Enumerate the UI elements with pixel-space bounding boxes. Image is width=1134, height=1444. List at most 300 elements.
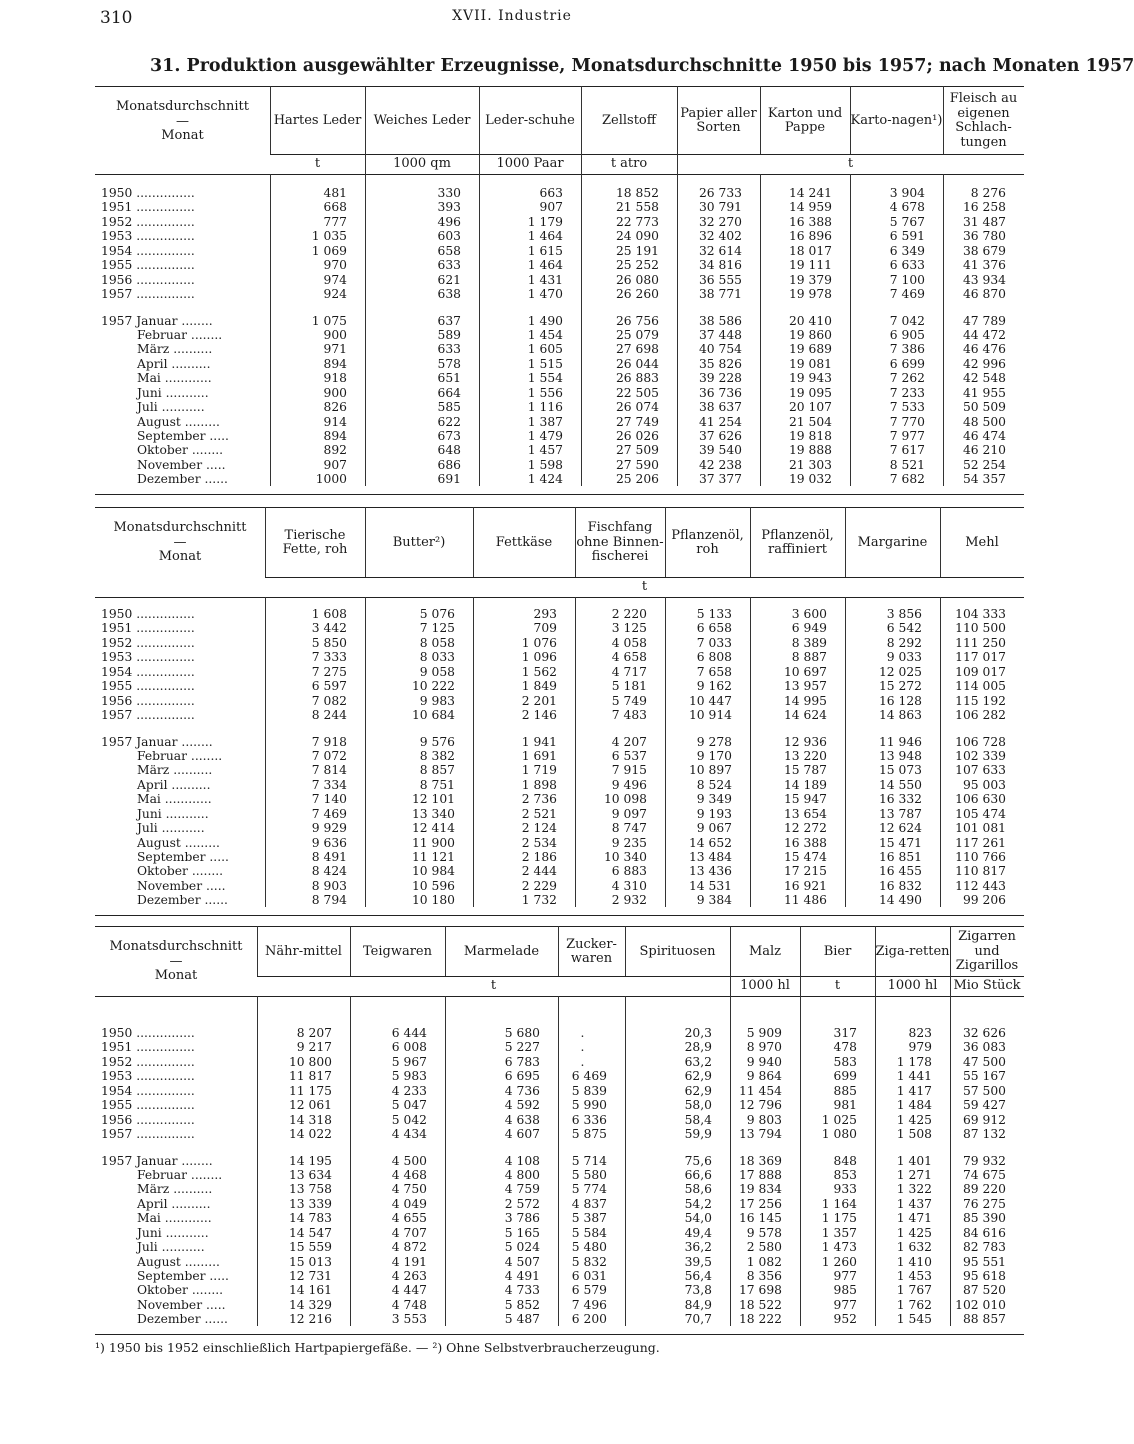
table-cell: 112 443	[955, 878, 1006, 893]
column-divider	[950, 926, 951, 976]
table-row	[95, 636, 1024, 650]
table-cell: 79 932	[962, 1153, 1006, 1168]
column-divider	[479, 86, 480, 154]
table-cell: 115 192	[955, 693, 1006, 708]
table-cell: 16 388	[788, 214, 832, 229]
table-cell: 18 017	[788, 243, 832, 258]
table-cell: 16 921	[783, 878, 827, 893]
table-cell: 38 637	[698, 400, 742, 415]
table-cell: 27 698	[615, 342, 659, 357]
table-cell: 1 484	[896, 1098, 932, 1113]
row-label: 1957 ...............	[101, 287, 195, 302]
table-cell: 7 915	[611, 763, 647, 778]
table-cell: 1 849	[521, 679, 557, 694]
table-cell: 87 520	[962, 1283, 1006, 1298]
row-label: Juli ...........	[137, 1240, 205, 1255]
table-cell: 12 796	[738, 1098, 782, 1113]
table-cell: 1 260	[821, 1254, 857, 1269]
row-label: Juni ...........	[137, 385, 209, 400]
table-cell: 82 783	[962, 1240, 1006, 1255]
table-cell: 19 095	[788, 385, 832, 400]
stub-header-line: —	[176, 113, 189, 129]
table-cell: 5 133	[696, 607, 732, 621]
table-cell: 14 652	[688, 835, 732, 850]
unit-label: Mio Stück	[953, 978, 1021, 993]
table-cell: 32 626	[962, 1026, 1006, 1040]
stub-header-line: —	[173, 534, 187, 550]
table-cell: 9 033	[886, 650, 922, 665]
table-cell: 31 487	[962, 214, 1006, 229]
table-cell: 6 008	[391, 1040, 427, 1055]
footnote: ¹) 1950 bis 1952 einschließlich Hartpapiergefäße. — ²) Ohne Selbstverbraucherzeugung.	[95, 1340, 660, 1355]
stub-header-line: Monatsdurchschnitt	[113, 520, 247, 535]
table-cell: 19 860	[788, 327, 832, 342]
table-cell: 110 766	[955, 850, 1006, 864]
table-cell: 9 097	[611, 806, 647, 821]
table-cell: 5 181	[611, 679, 647, 694]
table-cell: 21 558	[615, 200, 659, 215]
row-label: 1957 Januar ........	[101, 1153, 213, 1168]
column-divider	[365, 86, 366, 154]
row-label: 1953 ...............	[101, 1069, 195, 1084]
table-cell: 106 728	[955, 734, 1006, 749]
table-cell: 1 164	[821, 1196, 857, 1211]
table-row	[95, 186, 1024, 200]
table-bottom-rule	[95, 915, 1024, 916]
table-cell: 8 389	[791, 635, 827, 650]
table-cell: 38 586	[698, 313, 742, 328]
table-cell: 13 339	[288, 1196, 332, 1211]
table-cell: 8 207	[296, 1026, 332, 1040]
table-block-3	[95, 926, 1024, 1336]
table-cell: 638	[437, 287, 461, 302]
unit-divider	[677, 154, 678, 174]
row-label: 1957 Januar ........	[101, 313, 213, 328]
table-cell: 4 837	[571, 1196, 607, 1211]
table-row	[95, 328, 1024, 342]
table-cell: 57 500	[962, 1083, 1006, 1098]
table-row	[95, 472, 1024, 486]
table-cell: 900	[323, 385, 347, 400]
table-cell: 4 447	[391, 1283, 427, 1298]
table-cell: 9 578	[746, 1225, 782, 1240]
table-cell: 8 424	[311, 864, 347, 879]
table-cell: 15 559	[288, 1240, 332, 1255]
table-row	[95, 1211, 1024, 1225]
table-cell: 6 349	[889, 243, 925, 258]
table-cell: 4 049	[391, 1196, 427, 1211]
column-header: Bier	[823, 943, 852, 959]
table-cell: 19 978	[788, 287, 832, 302]
table-cell: 7 275	[311, 664, 347, 679]
table-cell: 13 794	[738, 1127, 782, 1142]
table-cell: 7 918	[311, 734, 347, 749]
table-cell: 8 524	[696, 777, 732, 792]
table-cell: 16 128	[878, 693, 922, 708]
column-divider	[750, 507, 751, 577]
table-cell: 26 026	[615, 429, 659, 443]
table-cell: 1 762	[896, 1297, 932, 1312]
table-cell: 19 081	[788, 356, 832, 371]
stub-header-line: Monatsdurchschnitt	[115, 99, 250, 114]
column-divider	[575, 507, 576, 577]
table-cell: 977	[833, 1269, 857, 1283]
table-row	[95, 679, 1024, 693]
table-cell: 4 592	[504, 1098, 540, 1113]
table-cell: 4 748	[391, 1297, 427, 1312]
table-cell: 2 932	[611, 893, 647, 908]
table-cell: 21 303	[788, 457, 832, 472]
table-cell: 52 254	[962, 457, 1006, 472]
table-cell: 44 472	[962, 327, 1006, 342]
table-cell: 1 096	[521, 650, 557, 665]
table-cell: 13 340	[411, 806, 455, 821]
row-label: Oktober ........	[137, 1283, 224, 1298]
table-row	[95, 458, 1024, 472]
table-cell: 42 238	[698, 457, 742, 472]
column-header: Zigarren und Zigarillos	[955, 929, 1019, 974]
table-cell: 104 333	[955, 607, 1006, 621]
table-cell: 6 883	[611, 864, 647, 879]
table-cell: 26 733	[698, 186, 742, 200]
table-cell: 9 983	[419, 693, 455, 708]
table-cell: 1 075	[311, 313, 347, 328]
table-cell: 4 800	[504, 1167, 540, 1182]
table-row	[95, 749, 1024, 763]
table-cell: 58,6	[684, 1182, 712, 1197]
table-cell: 54,0	[684, 1211, 712, 1226]
table-cell: 39 228	[698, 371, 742, 386]
table-cell: 2 229	[521, 878, 557, 893]
row-label: 1957 Januar ........	[101, 734, 213, 749]
table-cell: 1 471	[896, 1211, 932, 1226]
table-cell: 699	[833, 1069, 857, 1084]
table-cell: 18 852	[615, 186, 659, 200]
table-cell: 826	[323, 400, 347, 415]
table-cell: 63,2	[684, 1054, 712, 1069]
table-cell: 1 453	[896, 1269, 932, 1283]
table-cell: 11 121	[411, 850, 455, 864]
table-cell: 2 580	[746, 1240, 782, 1255]
table-cell: 16 455	[878, 864, 922, 879]
table-cell: 5 832	[571, 1254, 607, 1269]
table-cell: 1 401	[896, 1153, 932, 1168]
table-cell: 658	[437, 243, 461, 258]
table-cell: 8 521	[889, 457, 925, 472]
table-cell: 3 600	[791, 607, 827, 621]
table-cell: 8 491	[311, 850, 347, 864]
table-cell: 30 791	[698, 200, 742, 215]
table-cell: 32 614	[698, 243, 742, 258]
table-cell: 20 107	[788, 400, 832, 415]
table-cell: 668	[323, 200, 347, 215]
data-rows	[95, 1026, 1024, 1327]
table-row	[95, 607, 1024, 621]
column-divider	[845, 507, 846, 577]
table-cell: 2 572	[504, 1196, 540, 1211]
table-cell: 4 207	[611, 734, 647, 749]
row-label: Dezember ......	[137, 893, 228, 908]
row-label: März ..........	[137, 763, 213, 778]
column-header: Fischfang ohne Binnen-fischerei	[576, 520, 664, 565]
table-cell: 1 719	[521, 763, 557, 778]
table-cell: 1 490	[527, 313, 563, 328]
table-row	[95, 821, 1024, 835]
table-cell: 8 033	[419, 650, 455, 665]
table-row	[95, 400, 1024, 414]
table-cell: 589	[437, 327, 461, 342]
table-cell: 21 504	[788, 414, 832, 429]
table-cell: 19 834	[738, 1182, 782, 1197]
table-cell: 5 839	[571, 1083, 607, 1098]
table-cell: 10 340	[603, 850, 647, 864]
table-cell: 5 387	[571, 1211, 607, 1226]
row-label: März ..........	[137, 1182, 213, 1197]
table-cell: 16 258	[962, 200, 1006, 215]
running-head: XVII. Industrie	[452, 8, 572, 24]
table-cell: 1 556	[527, 385, 563, 400]
table-cell: 34 816	[698, 258, 742, 273]
table-cell: 9 349	[696, 792, 732, 807]
table-cell: 4 733	[504, 1283, 540, 1298]
table-cell: 6 658	[696, 621, 732, 636]
table-cell: .	[580, 1026, 585, 1040]
table-cell: 16 851	[878, 850, 922, 864]
table-cell: 2 201	[521, 693, 557, 708]
table-cell: 25 206	[615, 472, 659, 487]
table-row	[95, 1168, 1024, 1182]
table-cell: 1 179	[527, 214, 563, 229]
row-label: Oktober ........	[137, 443, 224, 458]
column-header: Nähr-mittel	[265, 943, 342, 959]
unit-label: t	[641, 579, 648, 594]
table-cell: 4 707	[391, 1225, 427, 1240]
table-row	[95, 443, 1024, 457]
table-cell: 1 562	[521, 664, 557, 679]
table-cell: 1 417	[896, 1083, 932, 1098]
table-cell: 4 491	[504, 1269, 540, 1283]
table-cell: 10 222	[411, 679, 455, 694]
table-cell: 330	[437, 186, 461, 200]
table-cell: 6 031	[571, 1269, 607, 1283]
table-cell: 1 457	[527, 443, 563, 458]
table-cell: 10 800	[288, 1054, 332, 1069]
table-cell: 5 990	[571, 1098, 607, 1113]
table-cell: 9 217	[296, 1040, 332, 1055]
table-cell: 27 509	[615, 443, 659, 458]
table-cell: 105 474	[955, 806, 1006, 821]
table-cell: 9 067	[696, 821, 732, 836]
table-cell: 5 967	[391, 1054, 427, 1069]
row-label: 1952 ...............	[101, 214, 195, 229]
table-cell: 1 410	[896, 1254, 932, 1269]
table-row	[95, 778, 1024, 792]
row-label: 1956 ...............	[101, 693, 195, 708]
row-label: September .....	[137, 1269, 229, 1283]
row-label: April ..........	[137, 1196, 211, 1211]
table-cell: 5 767	[889, 214, 925, 229]
table-cell: 1 464	[527, 229, 563, 244]
row-label: August .........	[137, 835, 220, 850]
row-label: 1956 ...............	[101, 272, 195, 287]
table-cell: 9 278	[696, 734, 732, 749]
table-cell: 15 787	[783, 763, 827, 778]
table-cell: 4 872	[391, 1240, 427, 1255]
table-cell: 7 617	[889, 443, 925, 458]
table-cell: 17 698	[738, 1283, 782, 1298]
table-cell: 107 633	[955, 763, 1006, 778]
table-cell: 58,4	[684, 1112, 712, 1127]
column-divider	[265, 507, 266, 577]
table-cell: 1 387	[527, 414, 563, 429]
table-cell: 1 632	[896, 1240, 932, 1255]
table-cell: 293	[533, 607, 557, 621]
table-cell: 26 260	[615, 287, 659, 302]
table-cell: 13 787	[878, 806, 922, 821]
row-label: 1955 ...............	[101, 258, 195, 273]
row-label: September .....	[137, 850, 229, 864]
table-cell: 8 903	[311, 878, 347, 893]
table-cell: 12 624	[878, 821, 922, 836]
table-cell: 16 896	[788, 229, 832, 244]
row-label: 1957 ...............	[101, 708, 195, 723]
table-cell: 8 747	[611, 821, 647, 836]
column-divider	[445, 926, 446, 976]
table-cell: 58,0	[684, 1098, 712, 1113]
column-divider	[270, 86, 271, 154]
table-cell: 12 731	[288, 1269, 332, 1283]
unit-divider	[365, 154, 366, 174]
table-cell: 14 318	[288, 1112, 332, 1127]
table-cell: 5 165	[504, 1225, 540, 1240]
table-cell: 47 789	[962, 313, 1006, 328]
table-cell: 1 425	[896, 1112, 932, 1127]
table-cell: 12 101	[411, 792, 455, 807]
table-cell: 28,9	[684, 1040, 712, 1055]
table-cell: 95 551	[962, 1254, 1006, 1269]
table-cell: 4 736	[504, 1083, 540, 1098]
table-title: 31. Produktion ausgewählter Erzeugnisse, Monatsdurchschnitte 1950 bis 1957; nach Monaten 1957	[150, 56, 1134, 76]
stub-header-line: Monat	[161, 128, 204, 143]
column-divider	[473, 507, 474, 577]
table-cell: 6 469	[571, 1069, 607, 1084]
table-cell: 15 471	[878, 835, 922, 850]
table-cell: 4 310	[611, 878, 647, 893]
table-cell: 36 083	[962, 1040, 1006, 1055]
table-row	[95, 763, 1024, 777]
table-cell: 46 870	[962, 287, 1006, 302]
table-cell: 25 252	[615, 258, 659, 273]
row-label: Mai ............	[137, 1211, 212, 1226]
table-cell: 1 473	[821, 1240, 857, 1255]
table-cell: 9 929	[311, 821, 347, 836]
table-cell: 4 263	[391, 1269, 427, 1283]
table-row	[95, 287, 1024, 301]
table-cell: 3 856	[886, 607, 922, 621]
table-cell: 1 425	[896, 1225, 932, 1240]
table-cell: 651	[437, 371, 461, 386]
table-cell: 9 170	[696, 748, 732, 763]
table-cell: 56,4	[684, 1269, 712, 1283]
table-cell: 6 597	[311, 679, 347, 694]
table-cell: 907	[323, 457, 347, 472]
table-cell: 10 098	[603, 792, 647, 807]
table-row	[95, 864, 1024, 878]
table-cell: 7 233	[889, 385, 925, 400]
table-cell: 952	[833, 1312, 857, 1327]
table-cell: 20,3	[684, 1026, 712, 1040]
table-cell: 496	[437, 214, 461, 229]
row-label: 1952 ...............	[101, 635, 195, 650]
table-cell: 14 959	[788, 200, 832, 215]
table-cell: 578	[437, 356, 461, 371]
table-cell: 14 783	[288, 1211, 332, 1226]
row-label: 1950 ...............	[101, 1026, 195, 1040]
table-cell: 6 579	[571, 1283, 607, 1298]
row-label: 1951 ...............	[101, 1040, 195, 1055]
table-cell: 14 241	[788, 186, 832, 200]
stub-header-line: Monat	[158, 549, 202, 564]
table-cell: 15 013	[288, 1254, 332, 1269]
table-cell: 17 888	[738, 1167, 782, 1182]
table-cell: 5 480	[571, 1240, 607, 1255]
table-cell: 95 003	[962, 777, 1006, 792]
table-cell: 41 254	[698, 414, 742, 429]
table-row	[95, 1182, 1024, 1196]
table-cell: 6 537	[611, 748, 647, 763]
table-cell: 7 658	[696, 664, 732, 679]
table-row	[95, 1283, 1024, 1297]
table-cell: 7 042	[889, 313, 925, 328]
stub-header-line: Monat	[154, 968, 198, 983]
table-cell: 14 189	[783, 777, 827, 792]
table-cell: 12 061	[288, 1098, 332, 1113]
table-row	[95, 1040, 1024, 1054]
page-number: 310	[100, 8, 133, 28]
table-cell: 3 786	[504, 1211, 540, 1226]
table-cell: 4 500	[391, 1153, 427, 1168]
table-cell: 54 357	[962, 472, 1006, 487]
column-header: Mehl	[965, 534, 999, 550]
table-cell: 59,9	[684, 1127, 712, 1142]
table-cell: 5 852	[504, 1297, 540, 1312]
table-cell: 5 983	[391, 1069, 427, 1084]
table-cell: 1 454	[527, 327, 563, 342]
table-cell: 1 424	[527, 472, 563, 487]
unit-label: t	[490, 978, 497, 993]
table-cell: 4 507	[504, 1254, 540, 1269]
table-cell: 5 875	[571, 1127, 607, 1142]
table-cell: 5 714	[571, 1153, 607, 1168]
table-cell: 7 770	[889, 414, 925, 429]
table-cell: 1 508	[896, 1127, 932, 1142]
table-cell: 7 033	[696, 635, 732, 650]
row-label: 1955 ...............	[101, 1098, 195, 1113]
table-cell: 4 759	[504, 1182, 540, 1197]
table-row	[95, 1269, 1024, 1283]
table-cell: 6 905	[889, 327, 925, 342]
column-header: Teigwaren	[363, 943, 432, 959]
table-cell: 1 025	[821, 1112, 857, 1127]
table-cell: 13 634	[288, 1167, 332, 1182]
table-cell: 25 191	[615, 243, 659, 258]
table-cell: 84 616	[962, 1225, 1006, 1240]
table-cell: 87 132	[962, 1127, 1006, 1142]
table-cell: 979	[908, 1040, 932, 1055]
unit-divider	[875, 976, 876, 996]
table-cell: 24 090	[615, 229, 659, 244]
table-cell: 14 022	[288, 1127, 332, 1142]
